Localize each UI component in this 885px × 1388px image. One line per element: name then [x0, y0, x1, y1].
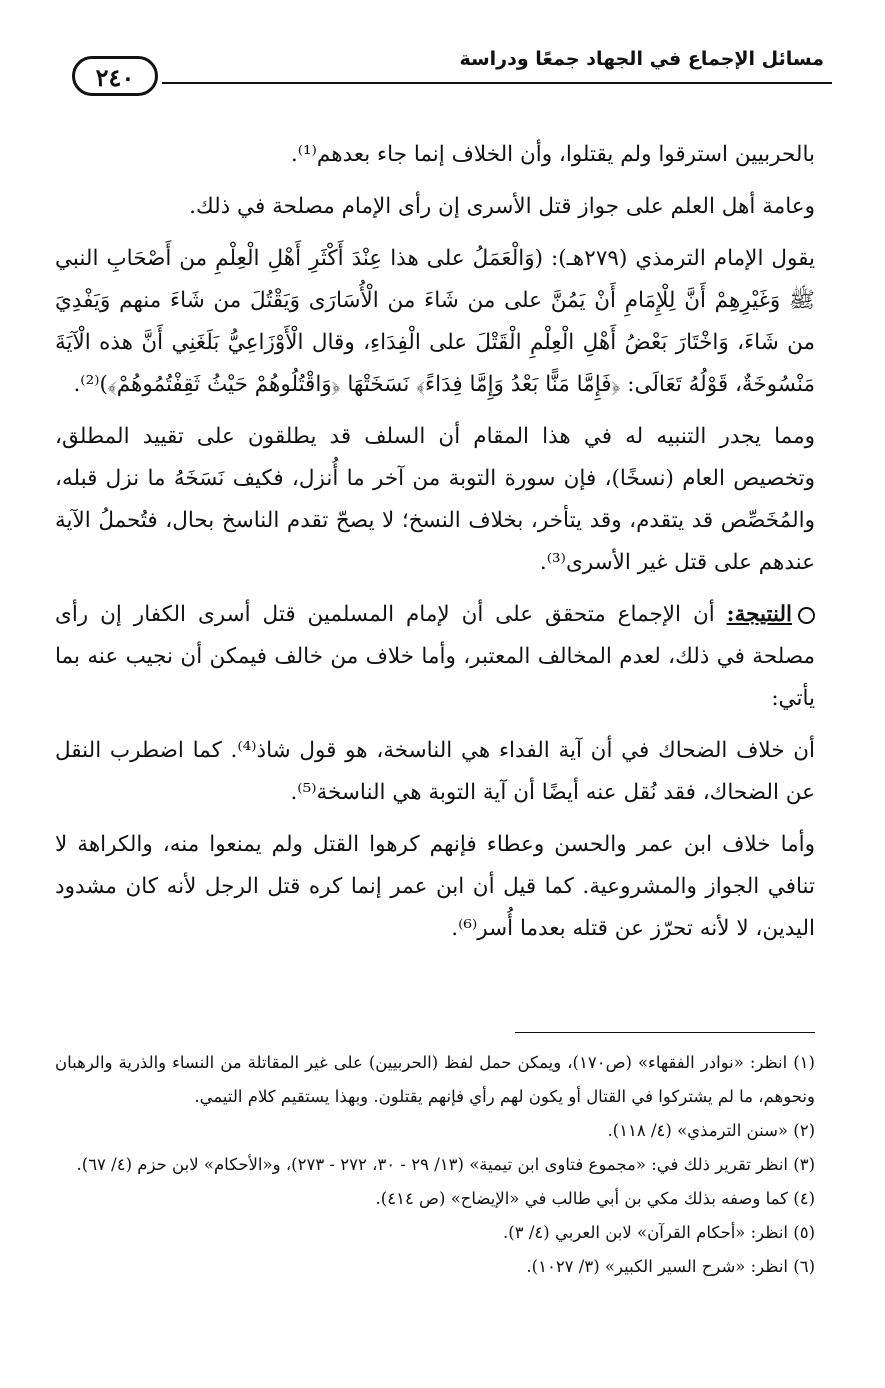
footnote-4: (٤) كما وصفه بذلك مكي بن أبي طالب في «الإيضاح» (ص ٤١٤). [375, 1189, 815, 1208]
footnote-3: (٣) انظر تقرير ذلك في: «مجموع فتاوى ابن تيمية» (١٣/ ٢٩ - ٣٠، ٢٧٢ - ٢٧٣)، و«الأحكام» لابن حزم (٤/ ٦٧). [76, 1155, 815, 1174]
footnote-separator [515, 1032, 815, 1033]
conclusion-paragraph [55, 594, 815, 720]
paragraph-2: وعامة أهل العلم على جواز قتل الأسرى إن رأى الإمام مصلحة في ذلك. [189, 194, 815, 219]
paragraph-6: أن خلاف الضحاك في أن آية الفداء هي الناسخة، هو قول شاذ⁽⁴⁾. كما اضطرب النقل عن الضحاك، فقد نُقل عنه أيضًا أن آية التوبة هي الناسخة⁽⁵⁾. [55, 738, 815, 805]
circle-bullet-icon [798, 607, 815, 624]
footnote-1: (١) انظر: «نوادر الفقهاء» (ص١٧٠)، ويمكن حمل لفظ (الحربيين) على غير المقاتلة من النساء والذرية والرهبان ونحوهم، ما لم يشتركوا في القتال أو يكون لهم رأي فإنهم يقتلون. وبهذا يستقيم كلام التيمي. [55, 1053, 815, 1106]
paragraph-1: بالحربيين استرقوا ولم يقتلوا، وأن الخلاف إنما جاء بعدهم⁽¹⁾. [290, 142, 815, 167]
footnote-5: (٥) انظر: «أحكام القرآن» لابن العربي (٤/ ٣). [503, 1223, 815, 1242]
conclusion-text: أن الإجماع متحقق على أن لإمام المسلمين قتل أسرى الكفار إن رأى مصلحة في ذلك، لعدم المخالف المعتبر، وأما خلاف من خالف فيمكن أن نجيب عنه بما يأتي: [55, 602, 815, 711]
main-text [55, 134, 815, 960]
footnote-6: (٦) انظر: «شرح السير الكبير» (٣/ ١٠٢٧). [526, 1257, 815, 1276]
paragraph-4: ومما يجدر التنبيه له في هذا المقام أن السلف قد يطلقون على تقييد المطلق، وتخصيص العام (نسخًا)، فإن سورة التوبة من آخر ما أُنزل، فكيف نَسَخَهُ ما نزل قبله، والمُخَصِّص قد يتقدم، وقد يتأخر، بخلاف النسخ؛ لا يصحّ تقدم الناسخ بحال، فتُحملُ الآية عندهم على قتل غير الأسرى⁽³⁾. [55, 424, 815, 575]
running-title: مسائل الإجماع في الجهاد جمعًا ودراسة [459, 48, 824, 70]
paragraph-3: يقول الإمام الترمذي (٢٧٩هـ): (وَالْعَمَلُ على هذا عِنْدَ أَكْثَرِ أَهْلِ الْعِلْمِ من أَصْحَابِ النبي ﷺ وَغَيْرِهِمْ أَنَّ لِلْإِمَامِ أَنْ يَمُنَّ على من شَاءَ من الْأُسَارَى وَيَقْتُلَ من شَاءَ منهم وَيَفْدِيَ من شَاءَ، وَاخْتَارَ بَعْضُ أَهْلِ الْعِلْمِ الْقَتْلَ على الْفِدَاءِ، وقال الْأَوْزَاعِيُّ بَلَغَنِي أَنَّ هذه الْآيَةَ مَنْسُوخَةٌ، قَوْلُهُ تَعَالَى: ﴿فَإِمَّا مَنًّا بَعْدُ وَإِمَّا فِدَاءً﴾ نَسَخَتْهَا ﴿وَاقْتُلُوهُمْ حَيْثُ ثَقِفْتُمُوهُمْ﴾)⁽²⁾. [55, 246, 815, 397]
page-number: ٢٤٠ [72, 56, 158, 96]
paragraph-7: وأما خلاف ابن عمر والحسن وعطاء فإنهم كرهوا القتل ولم يمنعوا منه، والكراهة لا تنافي الجواز والمشروعية. كما قيل أن ابن عمر إنما كره قتل الرجل لأنه كان مشدود اليدين، لا لأنه تحرّز عن قتله بعدما أُسر⁽⁶⁾. [55, 832, 815, 941]
footnotes [55, 1046, 815, 1284]
page-header [72, 44, 832, 104]
footnote-2: (٢) «سنن الترمذي» (٤/ ١١٨). [607, 1121, 815, 1140]
conclusion-label: النتيجة: [726, 602, 792, 627]
header-rule [162, 82, 832, 84]
